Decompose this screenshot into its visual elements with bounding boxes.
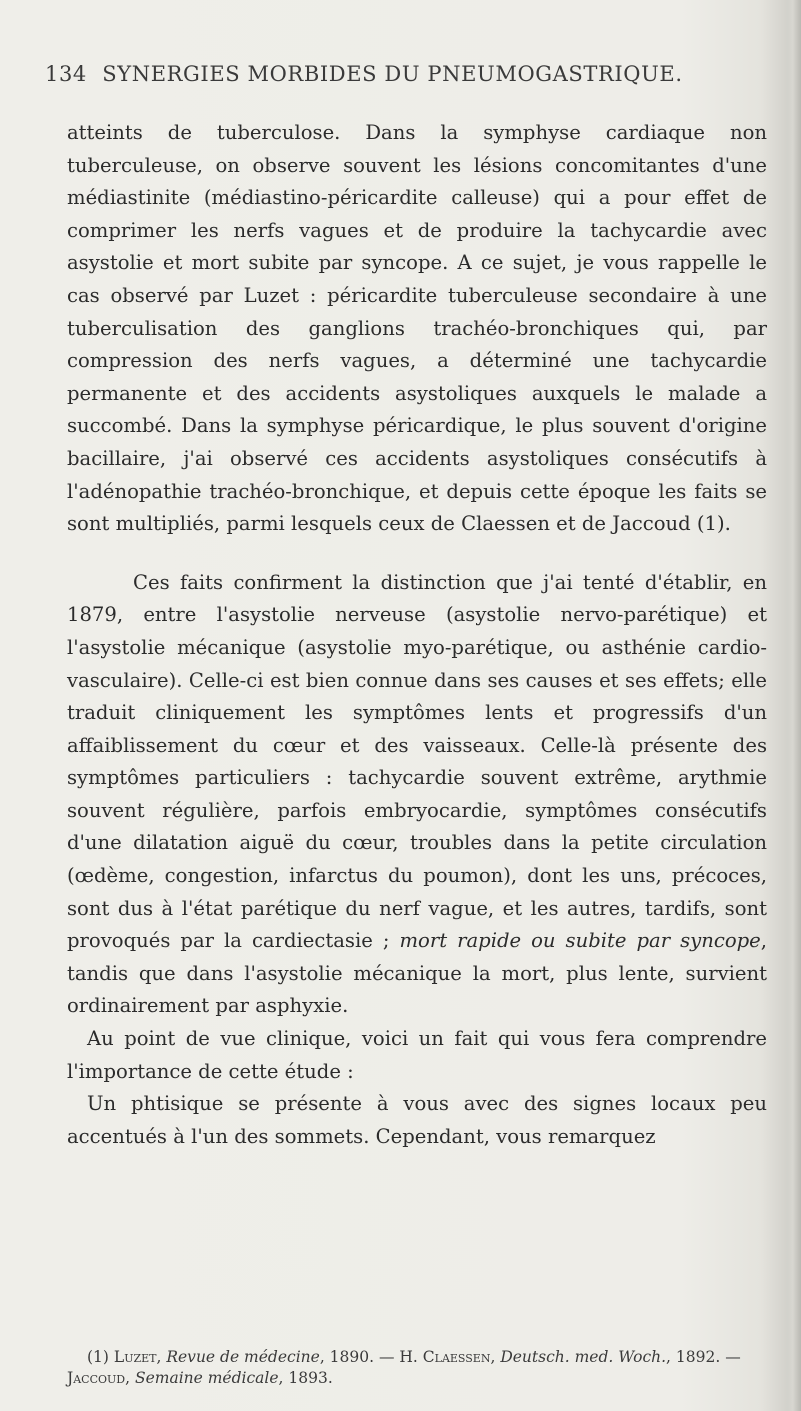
paragraph-2 (67, 567, 767, 1023)
footnote-year-1: 1890. — H. (329, 1348, 418, 1366)
page-edge-shadow (787, 0, 801, 1411)
paragraph-2-text: Ces faits confirment la distinction que j'ai tenté d'établir, en 1879, entre l'asystolie nerveuse (asystolie nervo-parétique) et l'asystolie mécanique (asystolie myo-parétique, ou asthénie cardio-vasculaire). Celle-ci est bien connue dans ses causes et ses effets; elle traduit cliniquement les symptômes lents et progressifs d'un affaiblissement du cœur et des vaisseaux. Celle-là présente des symptômes particuliers : tachycardie souvent extrême, arythmie souvent régulière, parfois embryocardie, symptômes consécutifs d'une dilatation aiguë du cœur, troubles dans la petite circulation (œdème, congestion, infarctus du poumon), dont les uns, précoces, sont dus à l'état parétique du nerf vague, et les autres, tardifs, sont provoqués par la cardiectasie ; (67, 570, 767, 953)
body-text (67, 117, 767, 1153)
footnote-author-3: Jaccoud (67, 1369, 126, 1387)
footnote-author-2: Claessen (422, 1348, 491, 1366)
running-title: SYNERGIES MORBIDES DU PNEUMOGASTRIQUE. (102, 62, 683, 86)
running-header (45, 62, 765, 96)
footnote-journal-2: Deutsch. med. Woch. (500, 1348, 667, 1366)
footnote-author-1: Luzet (113, 1348, 157, 1366)
footnote-year-2: 1892. — (675, 1348, 741, 1366)
paragraph-1: atteints de tuberculose. Dans la symphyse cardiaque non tuberculeuse, on observe souvent les lésions concomitantes d'une médiastinite (médiastino-péricardite calleuse) qui a pour effet de comprimer les nerfs vagues et de produire la tachycardie avec asystolie et mort subite par syncope. A ce sujet, je vous rappelle le cas observé par Luzet : péricardite tuberculeuse secondaire à une tuberculisation des ganglions trachéo-bronchiques qui, par compression des nerfs vagues, a déterminé une tachycardie permanente et des accidents asystoliques auxquels le malade a succombé. Dans la symphyse péricardique, le plus souvent d'origine bacillaire, j'ai observé ces accidents asystoliques consécutifs à l'adénopathie trachéo-bronchique, et depuis cette époque les faits se sont multipliés, parmi lesquels ceux de Claessen et de Jaccoud (1). (67, 121, 767, 536)
paragraph-4: Un phtisique se présente à vous avec des signes locaux peu accentués à l'un des sommets. Cependant, vous remarquez (67, 1092, 767, 1148)
footnote-journal-3: Semaine médicale (134, 1369, 279, 1387)
footnote-marker: (1) (87, 1348, 109, 1366)
paragraph-2-italic: mort rapide ou subite par syncope (399, 929, 761, 953)
footnote-journal-1: Revue de médecine (166, 1348, 320, 1366)
page-number: 134 (45, 62, 87, 86)
footnote-year-3: 1893. (288, 1369, 333, 1387)
footnote: (1) Luzet, Revue de médecine, 1890. — H. Claessen, Deutsch. med. Woch., 1892. — Jaccoud, Semaine médicale, 1893. (67, 1348, 741, 1387)
paragraph-2-text-end: , tandis que dans l'asystolie mécanique la mort, plus lente, survient ordinairement par asphyxie. (67, 929, 767, 1018)
paragraph-3: Au point de vue clinique, voici un fait qui vous fera comprendre l'importance de cette étude : (67, 1027, 767, 1083)
